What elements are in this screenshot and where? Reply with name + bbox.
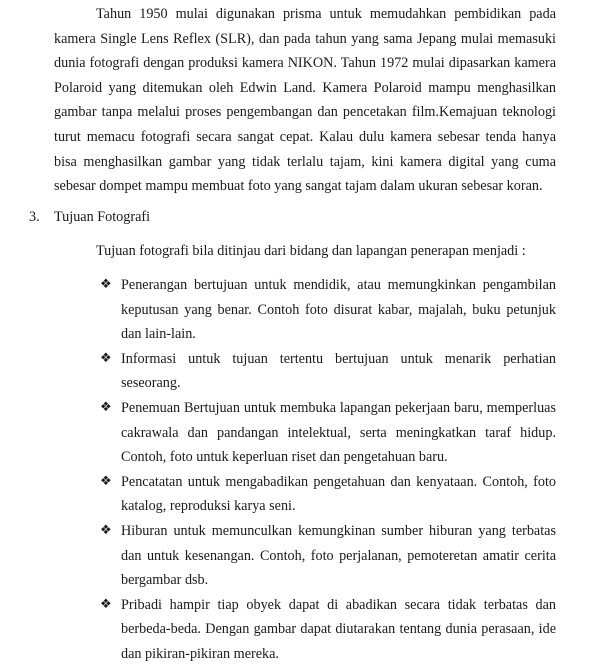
history-paragraph: Tahun 1950 mulai digunakan prisma untuk memudahkan pembidikan pada kamera Single Lens Reflex (SLR), dan pada tahun yang sama Jepang mulai memasuki dunia fotografi dengan produksi kamera NIKON. Tahun 1972 mulai dipasarkan kamera Polaroid yang ditemukan oleh Edwin Land. Kamera Polaroid mampu menghasilkan gambar tanpa melalui proses pengembangan dan pencetakan film.Kemajuan teknologi turut memacu fotografi secara sangat cepat. Kalau dulu kamera sebesar tenda hanya bisa menghasilkan gambar yang tidak terlalu tajam, kini kamera digital yang cuma sebesar dompet mampu membuat foto yang sangat tajam dalam ukuran sebesar koran.	[54, 6, 556, 195]
section-number: 3.	[29, 209, 40, 225]
list-item-text: Hiburan untuk memunculkan kemungkinan sumber hiburan yang terbatas dan untuk kesenangan. Contoh, foto perjalanan, pemoteretan amatir cerita bergambar dsb.	[121, 522, 556, 589]
diamond-bullet-icon: ❖	[100, 399, 112, 415]
section-intro: Tujuan fotografi bila ditinjau dari bidang dan lapangan penerapan menjadi :	[96, 243, 526, 259]
list-item	[100, 396, 556, 470]
purpose-list	[100, 273, 556, 667]
list-item-text: Informasi untuk tujuan tertentu bertujuan untuk menarik perhatian seseorang.	[121, 350, 556, 392]
section-title: Tujuan Fotografi	[54, 209, 151, 225]
list-item-text: Pribadi hampir tiap obyek dapat di abadikan secara tidak terbatas dan berbeda-beda. Dengan gambar dapat diutarakan tentang dunia perasaan, ide dan pikiran-pikiran mereka.	[121, 596, 556, 662]
list-item-text: Penemuan Bertujuan untuk membuka lapangan pekerjaan baru, memperluas cakrawala dan pandangan intelektual, serta meningkatkan taraf hidup. Contoh, foto untuk keperluan riset dan pengetahuan baru.	[121, 399, 556, 466]
list-item	[100, 273, 556, 347]
diamond-bullet-icon: ❖	[100, 277, 112, 292]
list-item-text: Pencatatan untuk mengabadikan pengetahuan dan kenyataan. Contoh, foto katalog, reproduksi karya seni.	[121, 473, 556, 515]
list-item-text: Penerangan bertujuan untuk mendidik, atau memungkinkan pengambilan keputusan yang benar. Contoh foto disurat kabar, majalah, buku petunjuk dan lain-lain.	[121, 277, 556, 343]
diamond-bullet-icon: ❖	[100, 522, 112, 538]
list-item	[100, 593, 556, 667]
diamond-bullet-icon: ❖	[100, 596, 112, 612]
list-item	[100, 470, 556, 519]
list-item	[100, 519, 556, 593]
diamond-bullet-icon: ❖	[100, 473, 112, 489]
list-item	[100, 347, 556, 396]
diamond-bullet-icon: ❖	[100, 350, 112, 366]
